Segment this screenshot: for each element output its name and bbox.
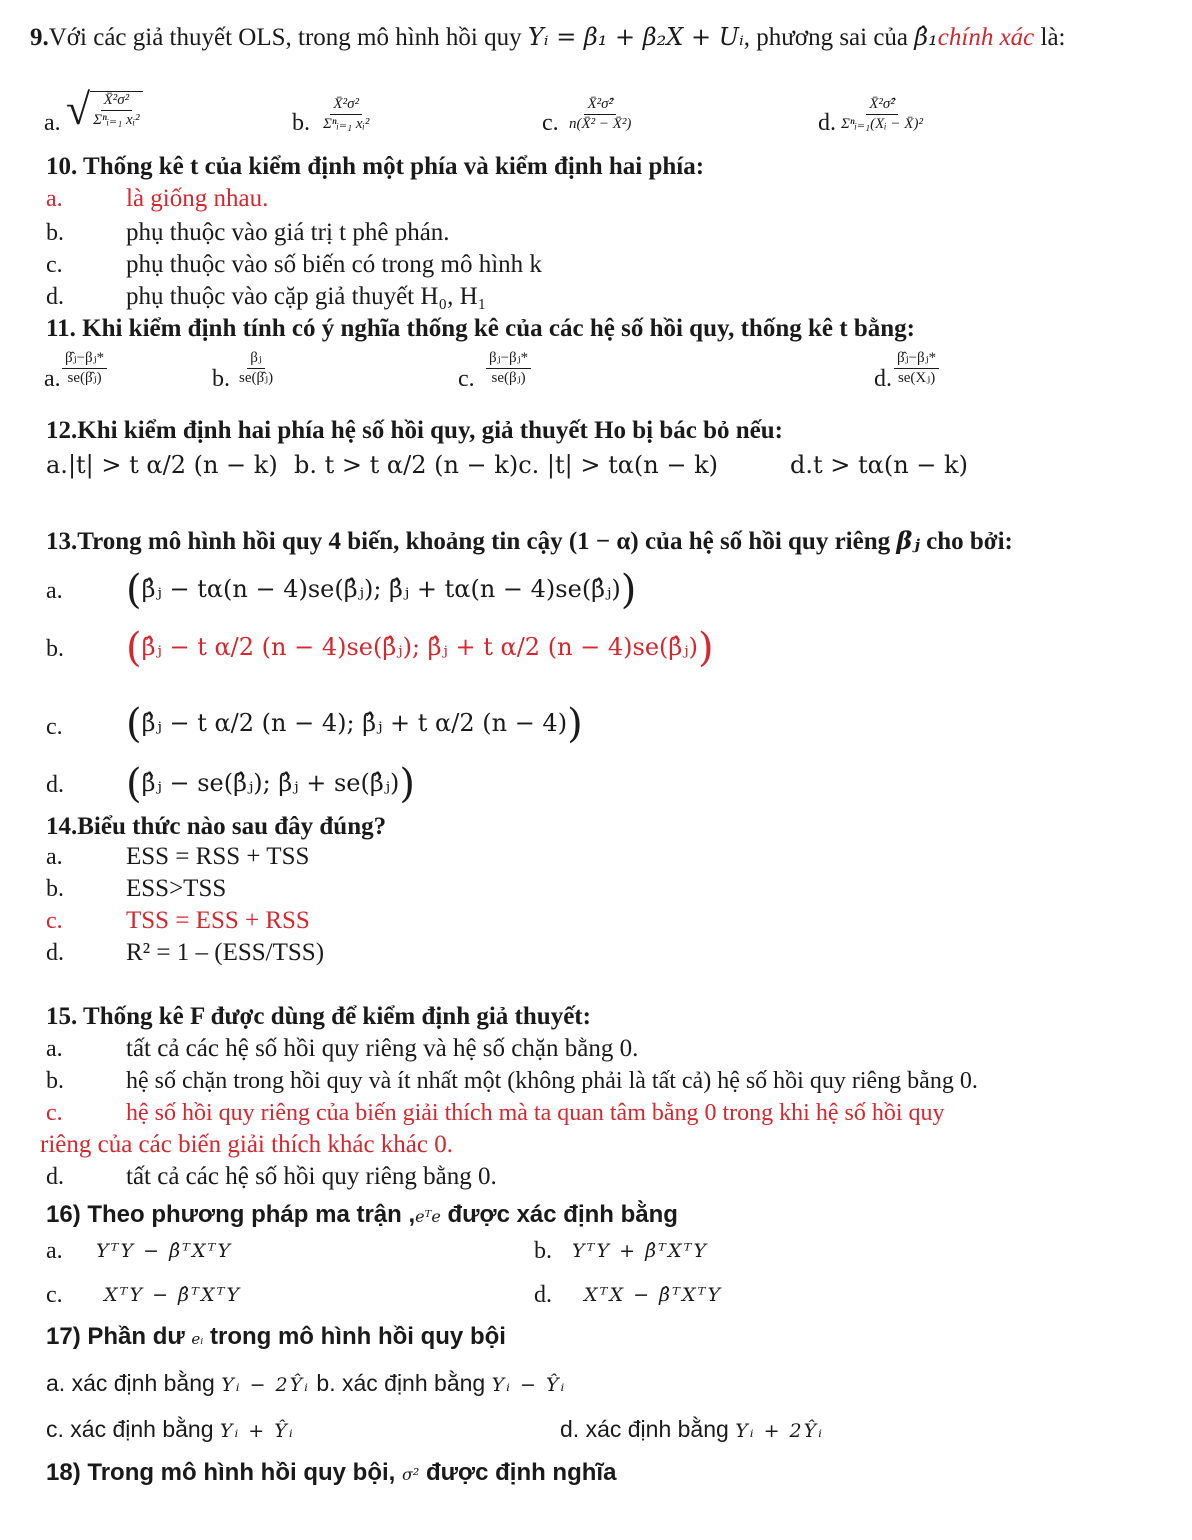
q12-option-d: d.t > tα(n − k) [790,451,968,479]
q11-b-label: b. [212,366,230,392]
q14-b-label: b. [46,876,64,902]
q13-title: 13.Trong mô hình hồi quy 4 biến, khoảng tin cậy (1 − α) của hệ số hồi quy riêng βⱼ cho bởi: [46,526,1013,555]
q11-option-b: $\frac{\text{βⱼ}}{\text{se(β̂ⱼ)}}$ [239,350,274,386]
q16-d-label: d. [534,1282,552,1308]
q17-option-a-b: a. xác định bằng Yᵢ − 2Ŷᵢ b. xác định bằng Yᵢ − Ŷᵢ [46,1370,567,1396]
q14-c-label: c. [46,908,63,934]
q10-option-c: phụ thuộc vào số biến có trong mô hình k [126,251,542,278]
q13-a-label: a. [46,578,63,604]
q10-title: 10. Thống kê t của kiểm định một phía và kiểm định hai phía: [46,153,705,180]
q9-b-label: b. [292,110,310,136]
q10-a-label: a. [46,186,63,212]
q17-title: 17) Phần dư eᵢ trong mô hình hồi quy bội [46,1323,506,1350]
q14-option-c: TSS = ESS + RSS [126,907,310,934]
q11-option-a: $\frac{\text{β̂ⱼ−βⱼ*}}{\text{se(β̂ⱼ)}}$ [62,350,107,387]
q9-c-label: c. [542,110,559,136]
q9-option-c: $\frac{\text{X̄²σ̂²}}{\text{n(X̄² − X̄²)}}$ [569,96,632,132]
q17-option-c: c. xác định bằng Yᵢ + Ŷᵢ [46,1416,295,1442]
q11-a-label: a. [44,366,61,392]
q16-option-a: YᵀY − β̂ᵀXᵀY [96,1240,233,1262]
q9-option-a: √ $\frac{\text{X̄²σ²}}{\text{Σⁿᵢ₌₁ xᵢ²}}$ [66,88,143,132]
q14-option-a: ESS = RSS + TSS [126,843,310,870]
q10-b-label: b. [46,220,64,246]
q15-c-label: c. [46,1100,63,1126]
q15-d-label: d. [46,1164,64,1190]
q11-title: 11. Khi kiểm định tính có ý nghĩa thống kê của các hệ số hồi quy, thống kê t bằng: [46,315,915,342]
q13-option-c: (β̂ⱼ − t α/2 (n − 4); β̂ⱼ + t α/2 (n − 4)) [126,701,583,747]
q9-option-b: $\frac{\text{X̄²σ²}}{\text{Σⁿᵢ₌₁ xᵢ²}}$ [323,96,370,132]
q13-option-a: (β̂ⱼ − tα(n − 4)se(β̂ⱼ); β̂ⱼ + tα(n − 4)se(β̂ⱼ)) [126,567,637,613]
q14-option-b: ESS>TSS [126,875,227,902]
q16-option-b: YᵀY + β̂ᵀXᵀY [572,1240,709,1262]
q9-d-label: d. [818,110,836,136]
q9-title: 9.Với các giả thuyết OLS, trong mô hình hồi quy Yᵢ = β₁ + β₂X + Uᵢ, phương sai của β̂₁chính xác là: [30,23,1066,51]
q13-option-b: (β̂ⱼ − t α/2 (n − 4)se(β̂ⱼ); β̂ⱼ + t α/2 (n − 4)se(β̂ⱼ)) [126,625,714,671]
q14-d-label: d. [46,940,64,966]
q15-a-label: a. [46,1036,63,1062]
q13-c-label: c. [46,714,63,740]
q15-option-b: hệ số chặn trong hồi quy và ít nhất một (không phải là tất cả) hệ số hồi quy riêng bằng 0. [126,1068,978,1094]
q10-option-b: phụ thuộc vào giá trị t phê phán. [126,219,450,246]
q13-option-d: (β̂ⱼ − se(β̂ⱼ); β̂ⱼ + se(β̂ⱼ)) [126,761,416,807]
q11-c-label: c. [458,366,475,392]
q15-title: 15. Thống kê F được dùng để kiểm định giả thuyết: [46,1003,591,1030]
q13-b-label: b. [46,636,64,662]
q11-d-label: d. [874,366,892,392]
q16-a-label: a. [46,1238,63,1264]
q9-a-label: a. [44,110,61,136]
q10-option-d: phụ thuộc vào cặp giả thuyết H₀, H₁ [126,283,487,310]
q12-title: 12.Khi kiểm định hai phía hệ số hồi quy, giả thuyết Ho bị bác bỏ nếu: [46,417,784,444]
q17-option-d: d. xác định bằng Yᵢ + 2Ŷᵢ [560,1416,825,1442]
q10-d-label: d. [46,284,64,310]
q11-option-c: $\frac{\text{βⱼ−βⱼ*}}{\text{se(βⱼ)}}$ [486,350,531,387]
q18-title: 18) Trong mô hình hồi quy bội, σ² được định nghĩa [46,1459,617,1486]
q10-option-a: là giống nhau. [126,185,269,212]
q16-option-c: XᵀY − β̂ᵀXᵀY [104,1284,242,1306]
q16-title: 16) Theo phương pháp ma trận ,eᵀe được xác định bằng [46,1201,678,1228]
q12-option-a: a.|t| > t α/2 (n − k) [46,451,278,479]
q15-option-a: tất cả các hệ số hồi quy riêng và hệ số chặn bằng 0. [126,1035,639,1062]
q12-option-b-c: b. t > t α/2 (n − k)c. |t| > tα(n − k) [294,451,719,479]
q16-option-d: XᵀX − β̂ᵀXᵀY [584,1284,723,1306]
q14-a-label: a. [46,844,63,870]
q14-title: 14.Biểu thức nào sau đây đúng? [46,813,387,840]
q15-option-c-continued: riêng của các biến giải thích khác khác 0. [40,1131,454,1158]
q14-option-d: R² = 1 – (ESS/TSS) [126,939,325,966]
q15-b-label: b. [46,1068,64,1094]
q15-option-d: tất cả các hệ số hồi quy riêng bằng 0. [126,1163,497,1190]
q16-c-label: c. [46,1282,63,1308]
q16-b-label: b. [534,1238,552,1264]
q11-option-d: $\frac{\text{β̂ⱼ−βⱼ*}}{\text{se(Xⱼ)}}$ [894,350,939,387]
q10-c-label: c. [46,252,63,278]
q15-option-c: hệ số hồi quy riêng của biến giải thích mà ta quan tâm bằng 0 trong khi hệ số hồi quy [126,1100,945,1126]
q13-d-label: d. [46,772,64,798]
q9-option-d: $\frac{\text{X̄²σ̂²}}{\text{Σⁿᵢ₌₁(Xᵢ − X̄)²}}$ [841,96,923,132]
